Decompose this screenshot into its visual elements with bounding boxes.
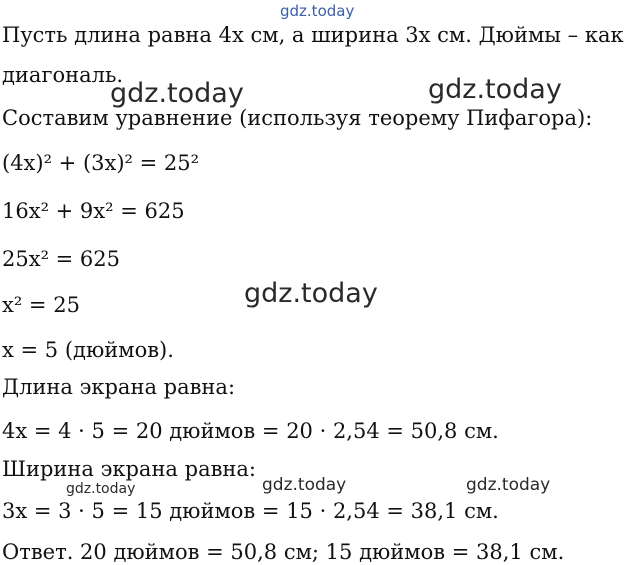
- text-line-3: Составим уравнение (используя теорему Пифагора):: [2, 106, 593, 130]
- watermark-center: gdz.today: [244, 278, 378, 309]
- equation-4: x² = 25: [2, 293, 80, 317]
- watermark-small-left: gdz.today: [66, 481, 136, 497]
- equation-length: 4x = 4 · 5 = 20 дюймов = 20 · 2,54 = 50,8 см.: [2, 419, 499, 443]
- text-line-length: Длина экрана равна:: [2, 375, 236, 399]
- equation-3: 25x² = 625: [2, 247, 121, 271]
- text-line-width: Ширина экрана равна:: [2, 457, 257, 481]
- equation-width: 3x = 3 · 5 = 15 дюймов = 15 · 2,54 = 38,1 см.: [2, 499, 499, 523]
- equation-5: x = 5 (дюймов).: [2, 338, 174, 362]
- watermark-right: gdz.today: [428, 74, 562, 105]
- text-line-1: Пусть длина равна 4x см, а ширина 3x см. Дюймы – как: [2, 23, 624, 47]
- watermark-small-mid: gdz.today: [262, 475, 347, 495]
- text-line-2: диагональ.: [2, 63, 124, 87]
- watermark-top: gdz.today: [280, 2, 355, 20]
- equation-2: 16x² + 9x² = 625: [2, 199, 185, 223]
- equation-1: (4x)² + (3x)² = 25²: [2, 151, 200, 175]
- watermark-left: gdz.today: [110, 78, 244, 109]
- watermark-small-right: gdz.today: [466, 475, 551, 495]
- answer-line: Ответ. 20 дюймов = 50,8 см; 15 дюймов = 38,1 см.: [2, 540, 565, 564]
